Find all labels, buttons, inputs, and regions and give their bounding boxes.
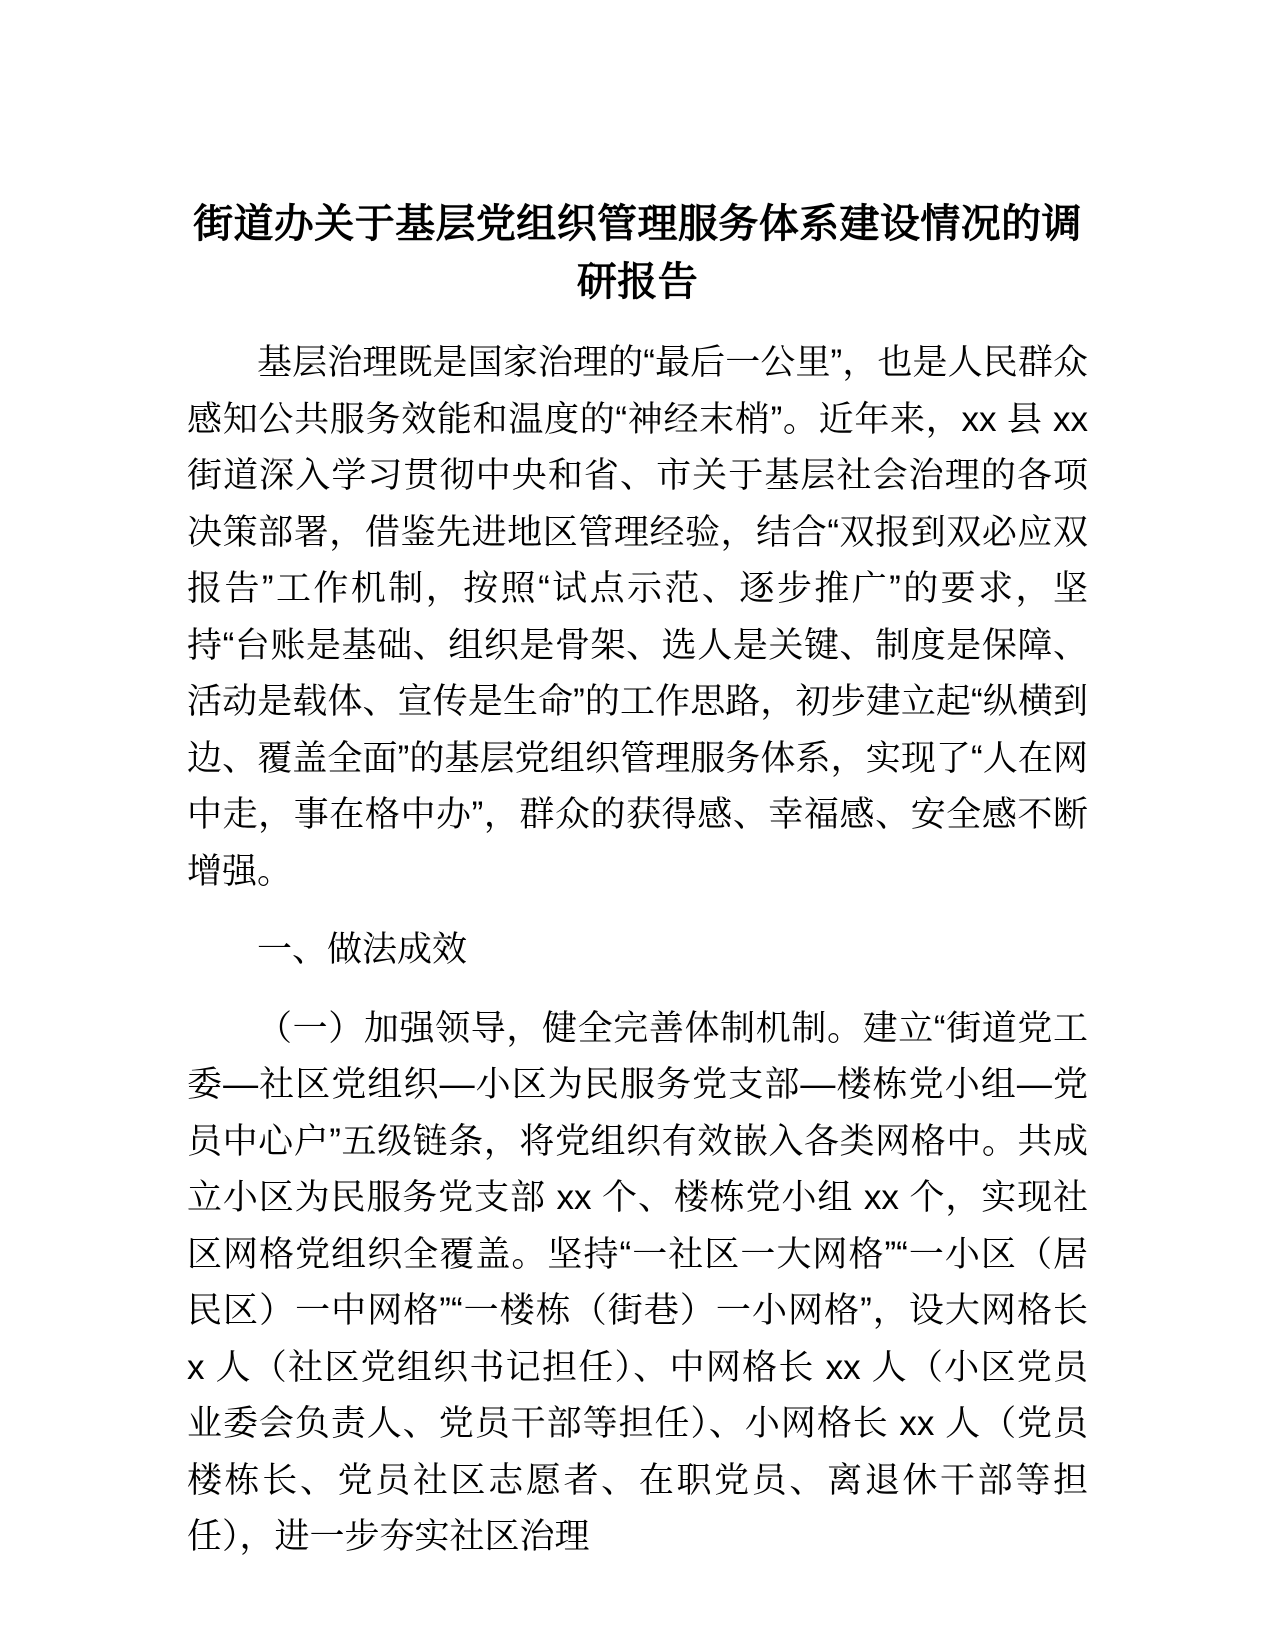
page-title: 街道办关于基层党组织管理服务体系建设情况的调研报告	[193, 202, 1082, 304]
intro-paragraph: 基层治理既是国家治理的“最后一公里”，也是人民群众感知公共服务效能和温度的“神经末梢”。近年来，xx 县 xx 街道深入学习贯彻中央和省、市关于基层社会治理的各项决策部署，借鉴先进地区管理经验，结合“双报到双必应双报告”工作机制，按照“试点示范、逐步推广”的要求，坚持“台账是基础、组织是骨架、选人是关键、制度是保障、活动是载体、宣传是生命”的工作思路，初步建立起“纵横到边、覆盖全面”的基层党组织管理服务体系，实现了“人在网中走，事在格中办”，群众的获得感、幸福感、安全感不断增强。	[187, 343, 1088, 891]
paragraph-spacer-2	[187, 979, 1088, 1001]
title-body-spacer	[187, 319, 1088, 335]
paragraph-spacer-1	[187, 900, 1088, 922]
document-body	[187, 195, 1088, 1566]
subsection-paragraph-1-1: （一）加强领导，健全完善体制机制。建立“街道党工委—社区党组织—小区为民服务党支部—楼栋党小组—党员中心户”五级链条，将党组织有效嵌入各类网格中。共成立小区为民服务党支部 xx 个、楼栋党小组 xx 个，实现社区网格党组织全覆盖。坚持“一社区一大网格”“一小区（居民区）一中网格”“一楼栋（街巷）一小网格”，设大网格长 x 人（社区党组织书记担任）、中网格长 xx 人（小区党员业委会负责人、党员干部等担任）、小网格长 xx 人（党员楼栋长、党员社区志愿者、在职党员、离退休干部等担任），进一步夯实社区治理	[187, 1008, 1088, 1556]
section-heading-1: 一、做法成效	[257, 930, 468, 969]
